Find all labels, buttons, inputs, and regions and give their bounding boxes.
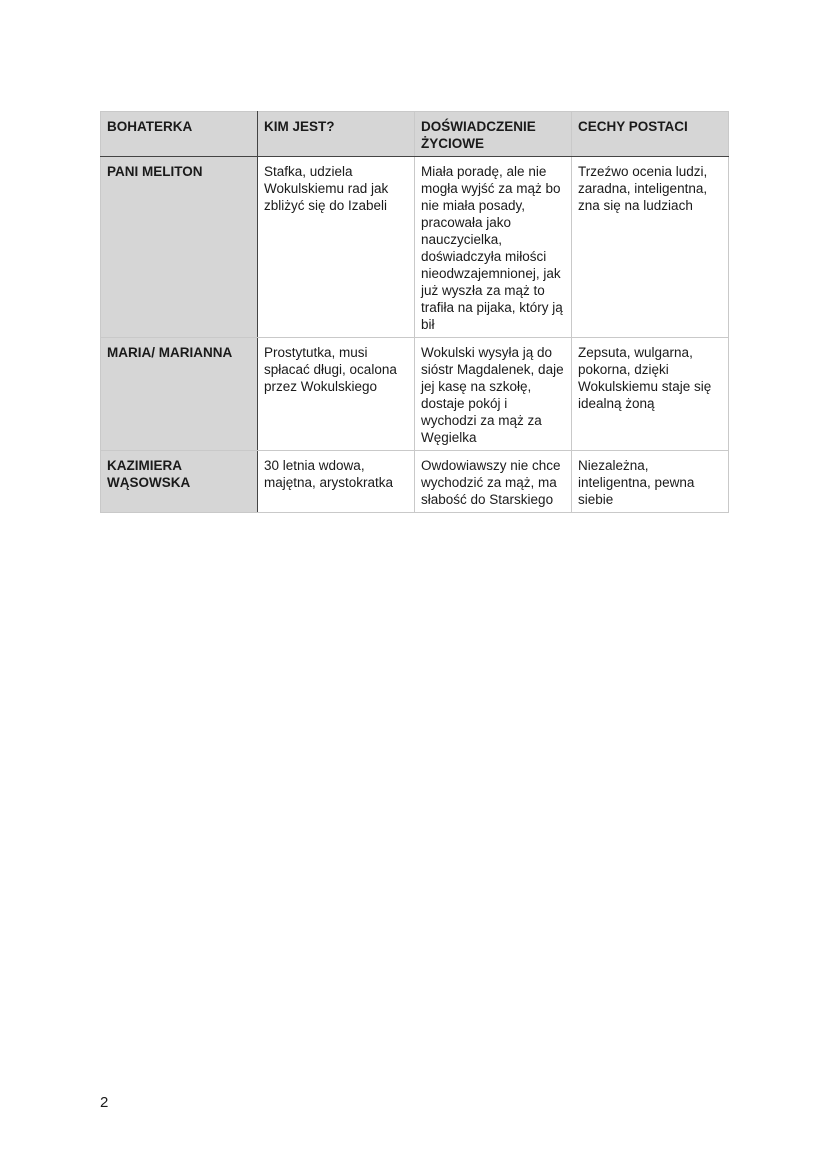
header-kim-jest: KIM JEST? xyxy=(258,112,415,157)
cell-kim-jest: 30 letnia wdowa, majętna, arystokratka xyxy=(258,451,415,513)
header-doswiadczenie xyxy=(415,112,572,157)
cell-bohaterka: MARIA/ MARIANNA xyxy=(101,338,258,451)
cell-bohaterka: PANI MELITON xyxy=(101,157,258,338)
table-header-row xyxy=(101,112,729,157)
cell-cechy: Niezależna, inteligentna, pewna siebie xyxy=(572,451,729,513)
cell-kim-jest: Prostytutka, musi spłacać długi, ocalona przez Wokulskiego xyxy=(258,338,415,451)
cell-kim-jest: Stafka, udziela Wokulskiemu rad jak zbliżyć się do Izabeli xyxy=(258,157,415,338)
table-row xyxy=(101,338,729,451)
header-bohaterka: BOHATERKA xyxy=(101,112,258,157)
cell-bohaterka xyxy=(101,451,258,513)
characters-table xyxy=(100,111,729,513)
table-row xyxy=(101,451,729,513)
cell-bohaterka-text: KAZIMIERA WĄSOWSKA xyxy=(107,458,191,490)
page-number: 2 xyxy=(100,1094,109,1111)
cell-cechy: Zepsuta, wulgarna, pokorna, dzięki Wokulskiemu staje się idealną żoną xyxy=(572,338,729,451)
cell-doswiadczenie: Wokulski wysyła ją do sióstr Magdalenek, daje jej kasę na szkołę, dostaje pokój i wychodzi za mąż za Węgielka xyxy=(415,338,572,451)
table-row xyxy=(101,157,729,338)
cell-doswiadczenie: Miała poradę, ale nie mogła wyjść za mąż bo nie miała posady, pracowała jako nauczycielka, doświadczyła miłości nieodwzajemnionej, jak już wyszła za mąż to trafiła na pijaka, który ją bił xyxy=(415,157,572,338)
cell-cechy: Trzeźwo ocenia ludzi, zaradna, inteligentna, zna się na ludziach xyxy=(572,157,729,338)
header-cechy: CECHY POSTACI xyxy=(572,112,729,157)
header-doswiadczenie-text: DOŚWIADCZENIE ŻYCIOWE xyxy=(421,119,536,151)
cell-doswiadczenie: Owdowiawszy nie chce wychodzić za mąż, ma słabość do Starskiego xyxy=(415,451,572,513)
